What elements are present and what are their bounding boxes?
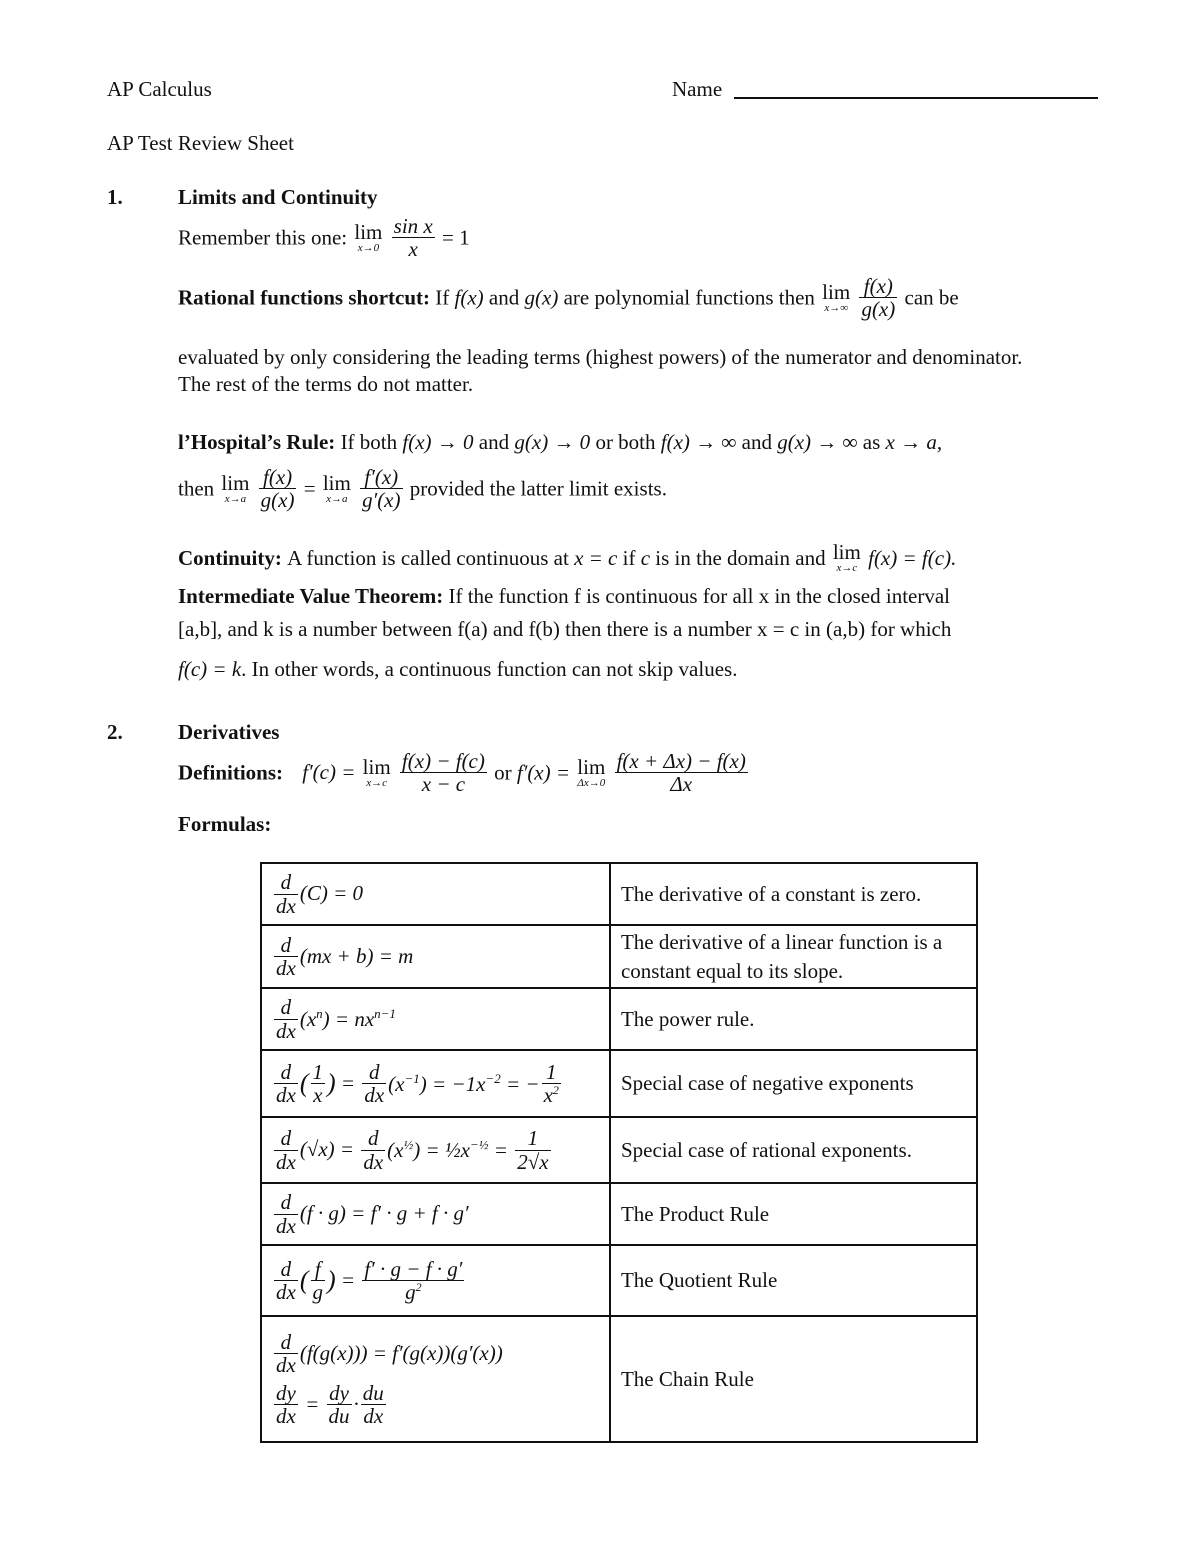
fraction-num: f′(x) xyxy=(360,466,402,489)
table-row xyxy=(261,1183,977,1245)
lhospital-expr5: x → a, xyxy=(885,430,943,454)
section-2-number: 2. xyxy=(107,720,123,744)
lhospital-text1: If both xyxy=(340,430,398,454)
def-or: or xyxy=(494,760,512,785)
description-cell: Special case of rational exponents. xyxy=(610,1117,977,1183)
table-row xyxy=(261,1117,977,1183)
table-row xyxy=(261,863,977,925)
table-row xyxy=(261,925,977,988)
lhospital-expr2: g(x) → 0 xyxy=(514,430,591,454)
one-over-x-fraction: $\frac{1}{x}$ xyxy=(312,1059,323,1107)
remember-limit xyxy=(354,219,383,254)
name-label: Name xyxy=(672,77,723,101)
fraction-num: sin x xyxy=(393,214,433,238)
lhospital-then: then xyxy=(178,476,215,501)
lim-text: lim xyxy=(362,754,391,779)
continuity-expr2: f(x) = f(c). xyxy=(868,545,957,570)
lhospital-limit-2 xyxy=(322,470,351,505)
lim-sub: x→0 xyxy=(357,241,380,254)
continuity-text: A function is called continuous at xyxy=(287,545,569,570)
rational-line3: The rest of the terms do not matter. xyxy=(178,372,474,396)
fraction-den: g(x) xyxy=(260,488,295,513)
formula-cell: $\frac{d}{dx}$ $(x^n) = nx^{n-1}$ xyxy=(261,988,610,1050)
lhospital-expr3: f(x) → ∞ xyxy=(660,430,737,454)
ddx-fraction: $\frac{d}{dx}$ xyxy=(276,870,296,918)
ivt-line1-text: If the function f is continuous for all x in the closed interval xyxy=(448,584,950,608)
table-row xyxy=(261,988,977,1050)
fraction-den: g′(x) xyxy=(362,488,401,513)
lhospital-label: l’Hospital’s Rule: xyxy=(178,430,336,454)
table-row xyxy=(261,1050,977,1117)
rational-and: and xyxy=(488,285,520,310)
lim-text: lim xyxy=(354,219,383,244)
quotient-fraction: $\frac{f' \cdot g - f \cdot g'}{g^2}$ xyxy=(364,1256,463,1304)
ivt-label: Intermediate Value Theorem: xyxy=(178,584,444,608)
lhospital-as: as xyxy=(862,430,881,454)
formula-cell: $\frac{d}{dx}$ (C) = 0 xyxy=(261,863,610,925)
lhospital-line2 xyxy=(178,466,667,511)
lim-text: lim xyxy=(822,279,851,304)
lim-text: lim xyxy=(322,470,351,495)
ivt-line3-expr: f(c) = k xyxy=(178,657,242,681)
lhospital-fraction-2 xyxy=(360,466,402,511)
rational-fraction xyxy=(859,275,897,320)
definitions-line xyxy=(178,750,750,795)
continuity-expr1: x = c xyxy=(574,545,618,570)
ddx-fraction: $\frac{d}{dx}$ xyxy=(276,1059,296,1107)
def2-lhs: f′(x) = xyxy=(516,760,571,785)
lhospital-limit-1 xyxy=(221,470,250,505)
fraction-num: f(x) xyxy=(259,466,297,489)
rational-gx: g(x) xyxy=(524,285,559,310)
formulas-label: Formulas: xyxy=(178,812,272,836)
ddx-fraction: $\frac{d}{dx}$ xyxy=(364,1059,385,1107)
continuity-if: if xyxy=(622,545,636,570)
remember-label: Remember this one: xyxy=(178,225,348,250)
ddx-fraction: $\frac{d}{dx}$ xyxy=(276,1329,296,1377)
rational-text1: If xyxy=(435,285,450,310)
description-cell: Special case of negative exponents xyxy=(610,1050,977,1117)
formula-cell: $\frac{d}{dx}$ (√x) = $\frac{d}{dx}$ $(x^{\frac{1}{2}})$ = $\frac{1}{2}x^{-\frac{1}{2}}$ = $\frac{1}{2√x}$ xyxy=(261,1117,610,1183)
fraction-num: f(x) xyxy=(859,275,897,298)
description-cell: The Product Rule xyxy=(610,1183,977,1245)
table-row xyxy=(261,1316,977,1442)
def2-fraction xyxy=(615,750,748,795)
definitions-label: Definitions: xyxy=(178,760,283,785)
formula-cell: $\frac{d}{dx}$ (f · g) = f′ · g + f · g′ xyxy=(261,1183,610,1245)
one-over-2rootx-fraction: $\frac{1}{2√x}$ xyxy=(517,1126,549,1174)
rational-limit xyxy=(822,279,851,314)
formula-cell: $\frac{d}{dx}$ (mx + b) = m xyxy=(261,925,610,988)
rational-label: Rational functions shortcut: xyxy=(178,285,431,310)
fraction-den: Δx xyxy=(670,772,693,797)
ddx-fraction: $\frac{d}{dx}$ xyxy=(276,1126,296,1174)
sheet-subtitle: AP Test Review Sheet xyxy=(107,131,294,155)
def1-fraction xyxy=(400,750,487,795)
rational-shortcut-line xyxy=(178,275,959,320)
description-cell: The derivative of a constant is zero. xyxy=(610,863,977,925)
section-1-number: 1. xyxy=(107,185,123,209)
section-2-title: Derivatives xyxy=(178,720,280,744)
lim-sub: x→c xyxy=(836,562,858,574)
lim-sub: Δx→0 xyxy=(577,776,606,789)
rational-text3: can be xyxy=(904,285,959,310)
remember-rhs: = 1 xyxy=(441,225,470,250)
continuity-line xyxy=(178,542,956,574)
lhospital-and1: and xyxy=(478,430,510,454)
lhospital-line1 xyxy=(178,430,942,454)
continuity-c: c xyxy=(640,545,651,570)
fraction-num: f(x + Δx) − f(x) xyxy=(616,749,746,773)
lhospital-eq: = xyxy=(303,476,316,501)
lhospital-tail: provided the latter limit exists. xyxy=(409,476,667,501)
remember-line xyxy=(178,215,470,260)
ivt-line3-text: . In other words, a continuous function can not skip values. xyxy=(241,657,738,681)
lhospital-fraction-1 xyxy=(259,466,297,511)
lhospital-and2: and xyxy=(741,430,772,454)
table-row xyxy=(261,1245,977,1316)
fraction-den: g(x) xyxy=(861,297,896,322)
continuity-label: Continuity: xyxy=(178,545,282,570)
dy-du-fraction: $\frac{dy}{du}$ xyxy=(328,1381,350,1429)
name-blank-line[interactable] xyxy=(734,97,1098,99)
ddx-fraction: $\frac{d}{dx}$ xyxy=(276,1190,296,1238)
description-cell: The Quotient Rule xyxy=(610,1245,977,1316)
continuity-limit xyxy=(833,542,861,574)
lhospital-expr4: g(x) → ∞ xyxy=(777,430,858,454)
ivt-line2: [a,b], and k is a number between f(a) and f(b) then there is a number x = c in (a,b) for which xyxy=(178,617,952,641)
ddx-fraction: $\frac{d}{dx}$ xyxy=(276,932,296,980)
one-over-x2-fraction: $\frac{1}{x^2}$ xyxy=(543,1059,559,1107)
rational-fx: f(x) xyxy=(454,285,484,310)
du-dx-fraction: $\frac{du}{dx}$ xyxy=(362,1381,384,1429)
course-title: AP Calculus xyxy=(107,77,212,101)
ddx-fraction: $\frac{d}{dx}$ xyxy=(363,1126,384,1174)
fraction-den: x − c xyxy=(421,772,466,797)
sinx-fraction xyxy=(392,215,435,260)
fraction-num: f(x) − f(c) xyxy=(401,749,485,773)
rational-text2: are polynomial functions then xyxy=(563,285,815,310)
section-1-title: Limits and Continuity xyxy=(178,185,378,209)
formula-cell: $\frac{d}{dx}$ ( $\frac{f}{g}$ ) = $\frac{f' \cdot g - f \cdot g'}{g^2}$ xyxy=(261,1245,610,1316)
description-cell: The derivative of a linear function is a constant equal to its slope. xyxy=(610,925,977,988)
formulas-table xyxy=(260,862,978,1443)
lhospital-or-both: or both xyxy=(595,430,656,454)
fraction-den: x xyxy=(408,237,418,262)
formula-cell: $\frac{d}{dx}$ (f(g(x))) = f′(g(x))(g′(x)) $\frac{dy}{dx}$ = $\frac{dy}{du}$ · $\frac{du}{dx}$ xyxy=(261,1316,610,1442)
lim-sub: x→c xyxy=(366,776,388,789)
description-cell: The Chain Rule xyxy=(610,1316,977,1442)
continuity-text2: is in the domain and xyxy=(655,545,826,570)
ivt-line3 xyxy=(178,657,737,681)
def2-limit xyxy=(577,754,606,789)
f-over-g-fraction: $\frac{f}{g}$ xyxy=(312,1256,323,1304)
formula-cell: $\frac{d}{dx}$ ( $\frac{1}{x}$ ) = $\frac{d}{dx}$ $(x^{-1}) = -1x^{-2}$ = − $\frac{1}{x^2}$ xyxy=(261,1050,610,1117)
ivt-line1 xyxy=(178,584,950,608)
lim-sub: x→∞ xyxy=(824,301,849,314)
lim-text: lim xyxy=(832,540,861,564)
def1-lhs: f′(c) = xyxy=(302,760,356,785)
lim-sub: x→a xyxy=(224,492,247,505)
ddx-fraction: $\frac{d}{dx}$ xyxy=(276,995,296,1043)
dy-dx-fraction: $\frac{dy}{dx}$ xyxy=(276,1381,296,1429)
description-cell: The power rule. xyxy=(610,988,977,1050)
lim-text: lim xyxy=(577,754,606,779)
lhospital-expr1: f(x) → 0 xyxy=(402,430,474,454)
lim-sub: x→a xyxy=(326,492,348,505)
rational-line2: evaluated by only considering the leading terms (highest powers) of the numerator and denominator. xyxy=(178,345,1023,369)
def1-limit xyxy=(362,754,391,789)
ddx-fraction: $\frac{d}{dx}$ xyxy=(276,1256,296,1304)
lim-text: lim xyxy=(221,470,250,495)
